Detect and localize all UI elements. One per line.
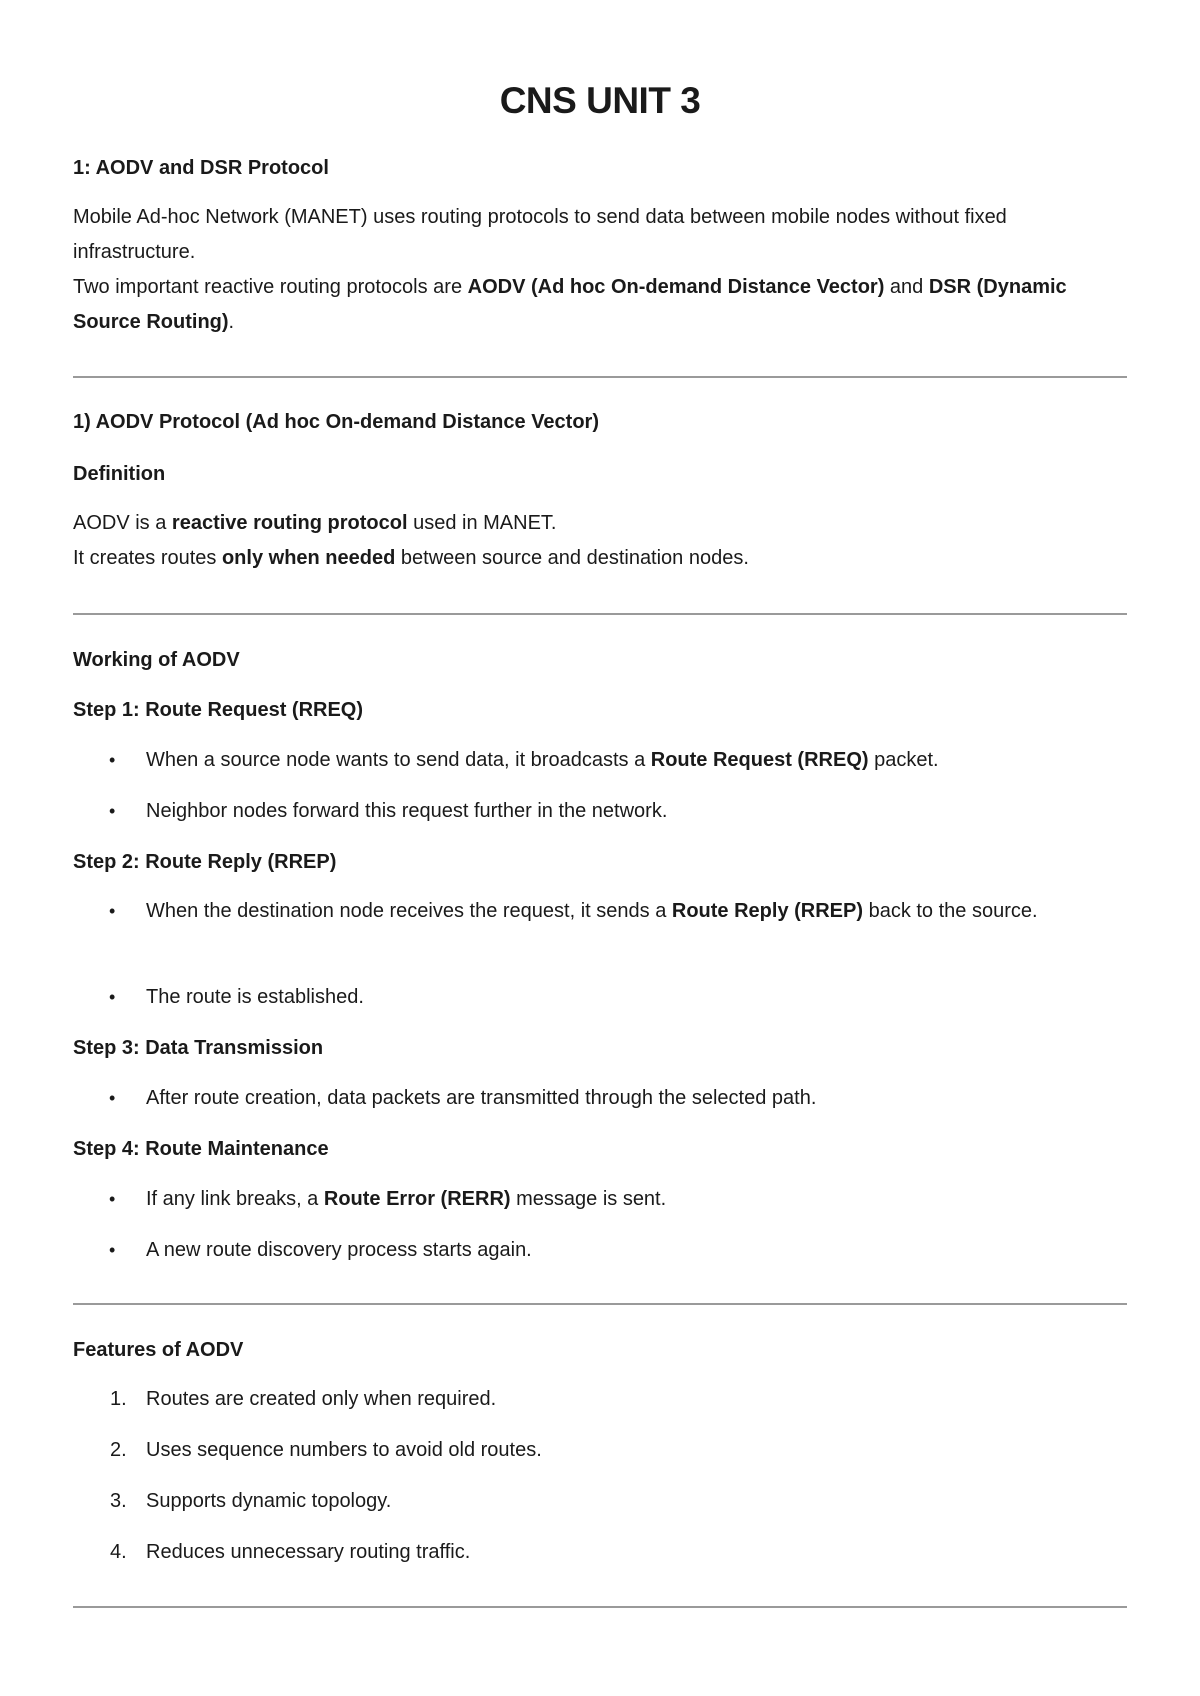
step2-list [73,980,1127,1015]
list-number: 1. [110,1388,127,1410]
section-heading: 1: AODV and DSR Protocol [73,157,329,179]
bullet-icon: • [109,801,116,821]
list-item: 4. Reduces unnecessary routing traffic. [73,1535,1127,1570]
list-item: 1. Routes are created only when required. [73,1382,1127,1417]
step4-list-block-2 [73,1233,1127,1268]
aodv-heading-block [73,410,1127,434]
step4-list [73,1233,1127,1268]
list-item: • Neighbor nodes forward this request further in the network. [73,794,1127,829]
list-number: 4. [110,1541,127,1563]
features-heading: Features of AODV [73,1339,244,1361]
features-list [73,1382,1127,1570]
definition-paragraph [73,506,1127,576]
features-list-block [73,1382,1127,1570]
bullet-icon: • [109,987,116,1007]
step3-heading-block [73,1036,1127,1060]
list-item: 3. Supports dynamic topology. [73,1484,1127,1519]
bullet-icon: • [109,1189,116,1209]
step1-list [73,743,1127,778]
working-heading: Working of AODV [73,649,240,671]
step4-heading-block [73,1137,1127,1161]
bullet-icon: • [109,750,116,770]
intro-text-2: Two important reactive routing protocols are AODV (Ad hoc On-demand Distance Vector) and DSR (Dynamic Source Routing). [73,276,1067,333]
list-number: 3. [110,1490,127,1512]
intro-paragraph [73,200,1127,340]
intro-text-1: Mobile Ad-hoc Network (MANET) uses routing protocols to send data between mobile nodes without fixed infrastructure. [73,206,1007,263]
aodv-heading: 1) AODV Protocol (Ad hoc On-demand Distance Vector) [73,411,599,433]
definition-heading: Definition [73,463,166,485]
step4-heading: Step 4: Route Maintenance [73,1138,329,1160]
list-item: • The route is established. [73,980,1127,1015]
list-item: • When the destination node receives the request, it sends a Route Reply (RREP) back to the source. [73,894,1127,929]
bullet-icon: • [109,1088,116,1108]
bullet-icon: • [109,901,116,921]
step4-list [73,1182,1127,1217]
step3-list [73,1081,1127,1116]
list-item: • When a source node wants to send data, it broadcasts a Route Request (RREQ) packet. [73,743,1127,778]
page-title: CNS UNIT 3 [499,80,701,121]
section-aodv-dsr [73,156,1127,180]
definition-text-2: It creates routes only when needed between source and destination nodes. [73,547,749,569]
list-item: • After route creation, data packets are transmitted through the selected path. [73,1081,1127,1116]
step3-heading: Step 3: Data Transmission [73,1037,324,1059]
divider [73,1606,1127,1608]
step1-list-block [73,743,1127,778]
step1-heading-block [73,698,1127,722]
working-heading-block [73,648,1127,672]
step2-list-block-2 [73,980,1127,1015]
divider [73,1303,1127,1305]
step1-heading: Step 1: Route Request (RREQ) [73,699,364,721]
list-item: 2. Uses sequence numbers to avoid old routes. [73,1433,1127,1468]
divider [73,376,1127,378]
list-number: 2. [110,1439,127,1461]
definition-heading-block [73,462,1127,486]
step1-list [73,794,1127,829]
step2-list [73,894,1127,929]
divider [73,613,1127,615]
definition-text-1: AODV is a reactive routing protocol used in MANET. [73,512,557,534]
step4-list-block [73,1182,1127,1217]
list-item: • If any link breaks, a Route Error (RERR) message is sent. [73,1182,1127,1217]
step2-heading-block [73,850,1127,874]
list-item: • A new route discovery process starts again. [73,1233,1127,1268]
bullet-icon: • [109,1240,116,1260]
step3-list-block [73,1081,1127,1116]
step1-list-block-2 [73,794,1127,829]
features-heading-block [73,1338,1127,1362]
step2-heading: Step 2: Route Reply (RREP) [73,851,337,873]
step2-list-block [73,894,1127,929]
